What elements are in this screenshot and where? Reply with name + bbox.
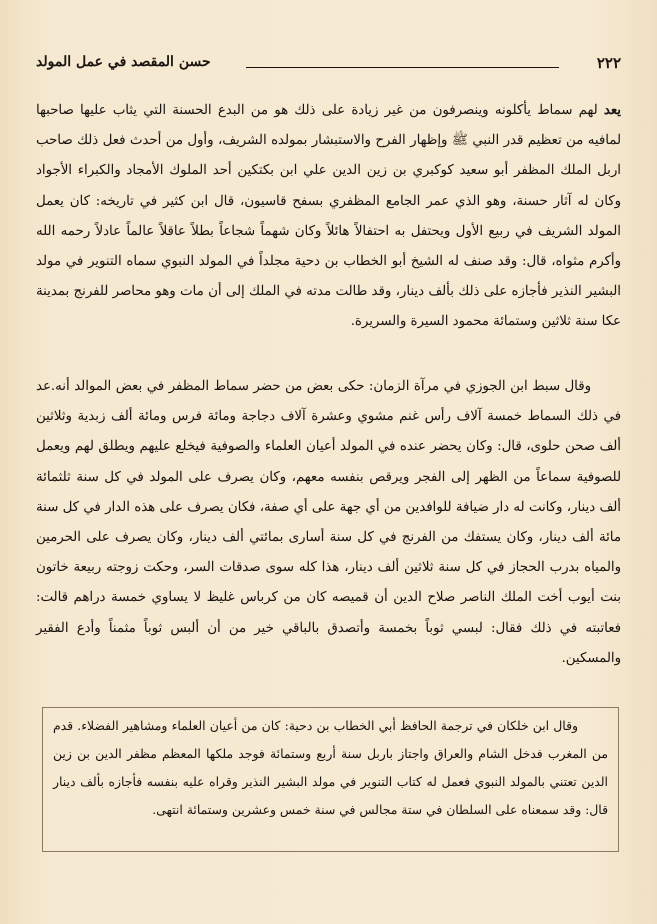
paragraph-1-text: لهم سماط يأكلونه وينصرفون من غير زيادة على ذلك هو من البدع الحسنة التي يثاب عليها صاحبها لمافيه من تعظيم قدر النبي ﷺ وإظهار الفرح والاستبشار بمولده الشريف، وأول من أحدث فعل ذلك صاحب اربل الملك المظفر أبو سعيد كوكبري بن زين الدين علي ابن بكتكين أحد الملوك الأمجاد والكبراء الأجواد وكان له آثار حسنة، وهو الذي عمر الجامع المظفري بسفح قاسيون، قال ابن كثير في تاريخه: كان يعمل المولد الشريف في ربيع الأول ويحتفل به احتفالاً هائلاً وكان شهماً شجاعاً بطلاً عاقلاً عالماً عادلاً رحمه الله وأكرم مثواه، قال: وقد صنف له الشيخ أبو الخطاب بن دحية مجلداً في المولد النبوي سماه التنوير في مولد البشير النذير فأجازه على ذلك بألف دينار، وقد طالت مدته في الملك إلى أن مات وهو محاصر للفرنج بمدينة عكا سنة ثلاثين وستمائة محمود السيرة والسريرة.: [36, 103, 621, 330]
paragraph-1-lead: يعد: [603, 103, 621, 118]
page-header: [36, 52, 621, 82]
running-title: حسن المقصد في عمل المولد: [36, 54, 211, 70]
quote-box: [42, 707, 619, 852]
paragraph-2-text: وقال سبط ابن الجوزي في مرآة الزمان: حكى بعض من حضر سماط المظفر في بعض الموالد أنه.عد في ذلك السماط خمسة آلاف رأس غنم مشوي وعشرة آلاف دجاجة ومائة فرس ومائة ألف زبدية وثلاثين ألف صحن حلوى، قال: وكان يحضر عنده في المولد أعيان العلماء والصوفية فيخلع عليهم ويطلق لهم ويعمل للصوفية سماعاً من الظهر إلى الفجر ويرقص بنفسه معهم، وكان يصرف على المولد في كل سنة ثلثمائة ألف دينار، وكانت له دار ضيافة للوافدين من أي جهة على أي صفة، فكان يصرف على هذه الدار في كل سنة مائة ألف دينار، وكان يستفك من الفرنج في كل سنة أسارى بمائتي ألف دينار، وكان يصرف على الحرمين والمياه بدرب الحجاز في كل سنة ثلاثين ألف دينار، هذا كله سوى صدقات السر، وحكت زوجته ربيعة خاتون بنت أيوب أخت الملك الناصر صلاح الدين أن قميصه كان من كرباس غليظ لا يساوي خمسة دراهم قالت: فعاتبته في ذلك فقال: لبسي ثوباً بخمسة وأتصدق بالباقي خير من أن ألبس ثوباً مثمناً وأدع الفقير والمسكين.: [36, 379, 621, 666]
paragraph-1: [36, 96, 621, 338]
page-number: ٢٢٢: [596, 54, 621, 72]
quote-box-text: وقال ابن خلكان في ترجمة الحافظ أبي الخطاب بن دحية: كان من أعيان العلماء ومشاهير الفضلاء. قدم من المغرب فدخل الشام والعراق واجتاز باربل سنة أربع وستمائة فوجد ملكها المعظم مظفر الدين بن زين الدين تعتني بالمولد النبوي فعمل له كتاب التنوير في مولد البشير النذير وقراه عليه بنفسه فأجازه بألف دينار قال: وقد سمعناه على السلطان في ستة مجالس في سنة خمس وعشرين وستمائة انتهى.: [53, 718, 608, 817]
header-rule: [246, 67, 559, 68]
paragraph-2: [36, 372, 621, 674]
